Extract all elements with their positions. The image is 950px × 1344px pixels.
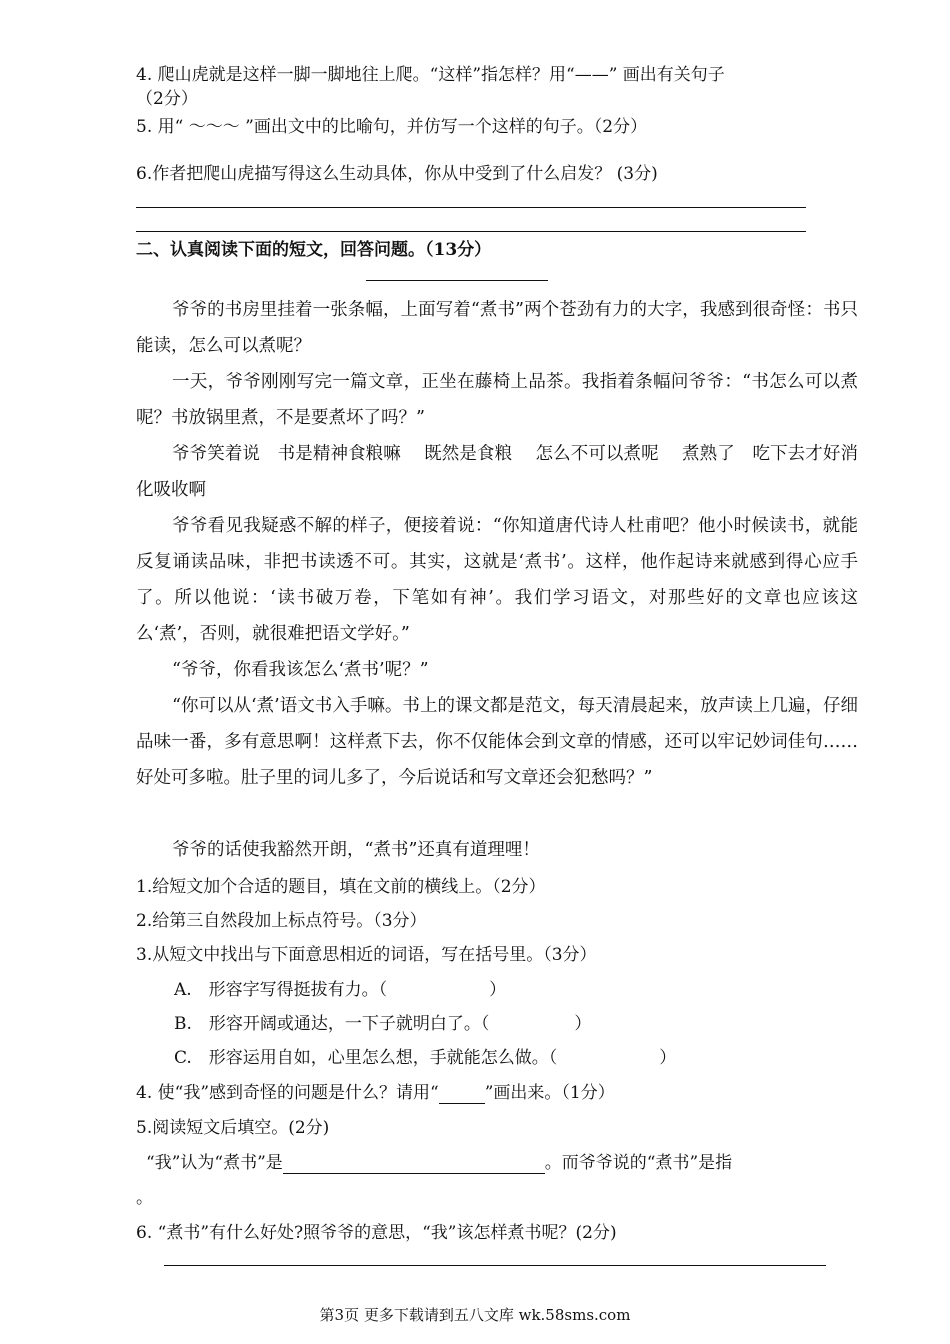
paragraph-3: 爷爷笑着说 书是精神食粮嘛 既然是食粮 怎么不可以煮呢 煮熟了 吃下去才好消化吸收啊 <box>136 444 858 500</box>
paragraph-2: 一天，爷爷刚刚写完一篇文章，正坐在藤椅上品茶。我指着条幅问爷爷：“书怎么可以煮呢？书放锅里煮，不是要煮坏了吗？” <box>136 372 858 428</box>
paragraph-4: 爷爷看见我疑惑不解的样子，便接着说：“你知道唐代诗人杜甫吧？他小时候读书，就能反复诵读品味，非把书读透不可。其实，这就是‘煮书’。这样，他作起诗来就感到得心应手了。所以他说：‘读书破万卷，下笔如有神’。我们学习语文，对那些好的文章也应该这么‘煮’，否则，就很难把语文学好。” <box>136 516 858 644</box>
answer-line[interactable] <box>136 231 806 232</box>
s2-question-3c: C. 形容运用自如，心里怎么想，手就能怎么做。（ ） <box>174 1048 677 1068</box>
paragraph-7: 爷爷的话使我豁然开朗，“煮书”还真有道理哩！ <box>172 840 540 860</box>
question-4-score: （2分） <box>136 89 198 109</box>
question-6: 6.作者把爬山虎描写得这么生动具体，你从中受到了什么启发？ (3分) <box>136 164 658 184</box>
s2-question-4-tail: ”画出来。（1分） <box>484 1083 615 1103</box>
answer-line[interactable] <box>164 1265 826 1266</box>
page-footer: 第3页 更多下载请到五八文库 wk.58sms.com <box>319 1306 631 1324</box>
fill-label-b: 。而爷爷说的“煮书”是指 <box>544 1153 733 1173</box>
question-4: 4. 爬山虎就是这样一脚一脚地往上爬。“这样”指怎样？用“——” 画出有关句子 <box>136 65 725 85</box>
s2-question-6: 6. “煮书”有什么好处?照爷爷的意思，“我”该怎样煮书呢？(2分) <box>136 1223 617 1243</box>
underline-sample <box>439 1085 485 1104</box>
s2-question-2: 2.给第三自然段加上标点符号。（3分） <box>136 911 427 931</box>
s2-question-3a: A. 形容字写得挺拔有力。（ ） <box>174 980 507 1000</box>
s2-question-1: 1.给短文加个合适的题目，填在文前的横线上。（2分） <box>136 877 546 897</box>
section-heading: 二、认真阅读下面的短文，回答问题。（13分） <box>136 240 492 260</box>
title-blank-line[interactable] <box>366 280 548 281</box>
answer-line[interactable] <box>136 207 806 208</box>
s2-question-4-text: 4. 使“我”感到奇怪的问题是什么？请用“ <box>136 1083 439 1103</box>
fill-end-mark: 。 <box>136 1188 153 1208</box>
s2-question-5-fill <box>146 1152 732 1174</box>
question-5: 5. 用“ ～～～ ”画出文中的比喻句，并仿写一个这样的句子。（2分） <box>136 117 648 137</box>
s2-question-3: 3.从短文中找出与下面意思相近的词语，写在括号里。（3分） <box>136 945 597 965</box>
s2-question-3b: B. 形容开阔或通达，一下子就明白了。（ ） <box>174 1014 592 1034</box>
paragraph-6: “你可以从‘煮’语文书入手嘛。书上的课文都是范文，每天清晨起来，放声读上几遍，仔细品味一番，多有意思啊！这样煮下去，你不仅能体会到文章的情感，还可以牢记妙词佳句……好处可多啦。肚子里的词儿多了，今后说话和写文章还会犯愁吗？” <box>136 696 858 788</box>
fill-blank-a[interactable] <box>283 1155 545 1174</box>
s2-question-4 <box>136 1082 615 1104</box>
paragraph-5: “爷爷，你看我该怎么‘煮书’呢？” <box>172 660 429 680</box>
s2-question-5: 5.阅读短文后填空。(2分) <box>136 1118 330 1138</box>
paragraph-1: 爷爷的书房里挂着一张条幅，上面写着“煮书”两个苍劲有力的大字，我感到很奇怪：书只能读，怎么可以煮呢？ <box>136 300 858 356</box>
fill-label-a: “我”认为“煮书”是 <box>146 1153 283 1173</box>
